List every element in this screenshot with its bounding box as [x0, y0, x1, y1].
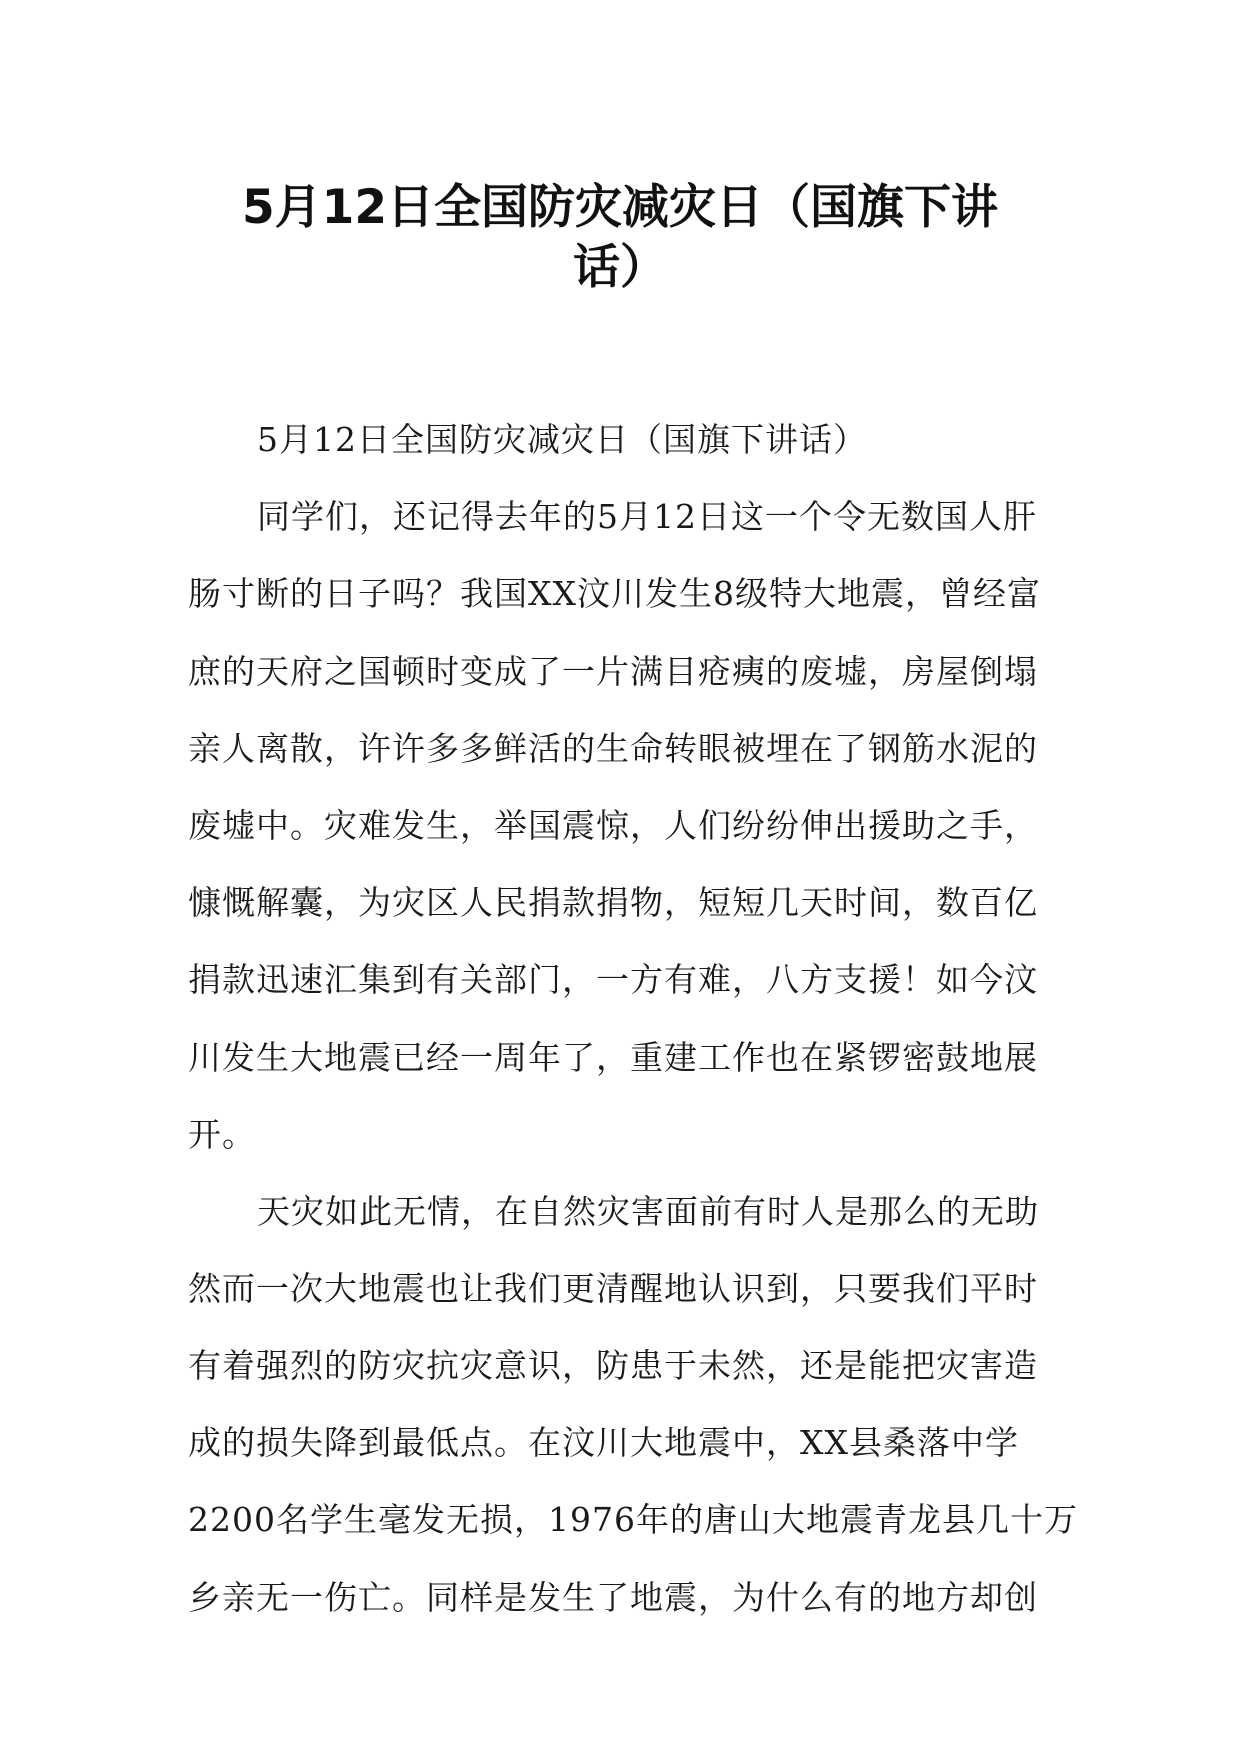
document-title-line-1: 5月12日全国防灾减灾日（国旗下讲 [241, 180, 999, 235]
body-line-3: 肠寸断的日子吗？我国XX汶川发生8级特大地震，曾经富 [188, 574, 1041, 613]
body-line-16: 乡亲无一伤亡。同样是发生了地震，为什么有的地方却创 [188, 1578, 1038, 1617]
body-line-6: 废墟中。灾难发生，举国震惊，人们纷纷伸出援助之手， [188, 806, 1038, 845]
body-line-1: 5月12日全国防灾减灾日（国旗下讲话） [257, 420, 867, 459]
body-line-11: 天灾如此无情，在自然灾害面前有时人是那么的无助 [257, 1192, 1039, 1231]
document-title-line-2: 话） [573, 240, 667, 295]
body-line-12: 然而一次大地震也让我们更清醒地认识到，只要我们平时 [188, 1269, 1038, 1308]
body-line-13: 有着强烈的防灾抗灾意识，防患于未然，还是能把灾害造 [188, 1346, 1038, 1385]
body-line-7: 慷慨解囊，为灾区人民捐款捐物，短短几天时间，数百亿 [188, 883, 1038, 922]
body-line-2: 同学们，还记得去年的5月12日这一个令无数国人肝 [257, 497, 1037, 536]
body-line-9: 川发生大地震已经一周年了，重建工作也在紧锣密鼓地展 [188, 1038, 1038, 1077]
body-line-15: 2200名学生毫发无损，1976年的唐山大地震青龙县几十万 [188, 1500, 1078, 1539]
body-line-14: 成的损失降到最低点。在汶川大地震中，XX县桑落中学 [188, 1423, 1019, 1462]
body-line-10: 开。 [188, 1115, 256, 1154]
body-line-5: 亲人离散，许许多多鲜活的生命转眼被埋在了钢筋水泥的 [188, 729, 1038, 768]
body-line-4: 庶的天府之国顿时变成了一片满目疮痍的废墟，房屋倒塌 [188, 652, 1038, 691]
body-line-8: 捐款迅速汇集到有关部门，一方有难，八方支援！如今汶 [188, 960, 1038, 999]
